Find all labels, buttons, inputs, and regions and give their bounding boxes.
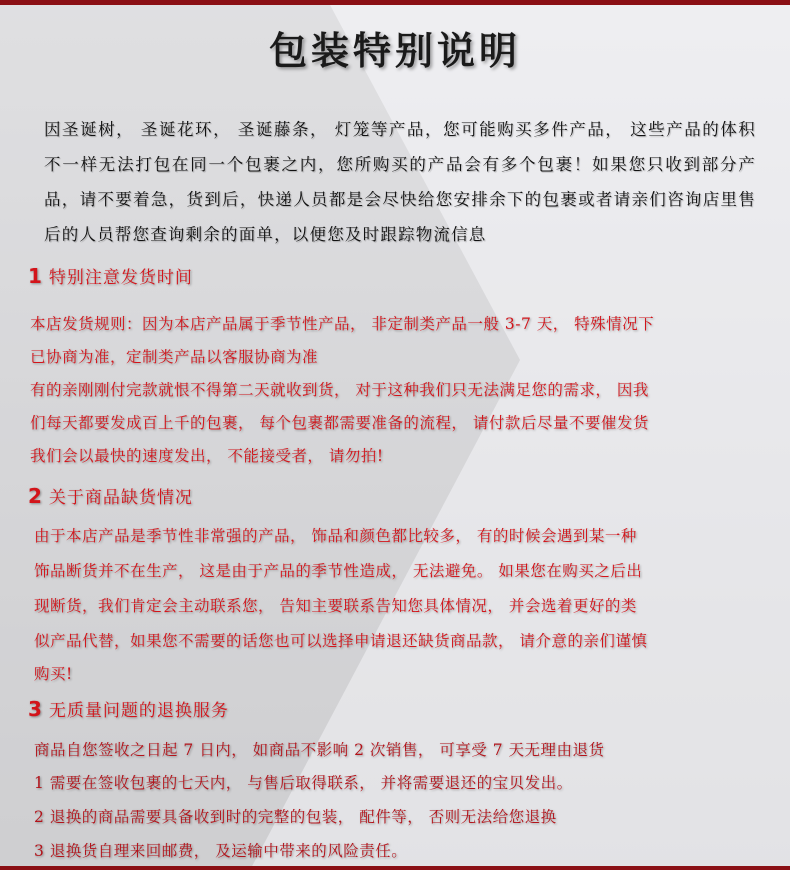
section-3-line: 商品自您签收之日起 7 日内， 如商品不影响 2 次销售， 可享受 7 天无理由退货 xyxy=(34,741,605,759)
section-2-line: 饰品断货并不在生产， 这是由于产品的季节性造成， 无法避免。 如果您在购买之后出 xyxy=(34,562,643,580)
section-1-line: 我们会以最快的速度发出， 不能接受者， 请勿拍! xyxy=(30,447,384,465)
bottom-red-bar xyxy=(0,866,790,870)
section-3-line: 2 退换的商品需要具备收到时的完整的包装， 配件等， 否则无法给您退换 xyxy=(34,808,557,826)
section-2-heading xyxy=(28,483,193,508)
section-2-line: 购买! xyxy=(34,665,73,683)
section-1-line: 已协商为准，定制类产品以客服协商为准 xyxy=(30,348,319,366)
section-2-line: 现断货，我们肯定会主动联系您， 告知主要联系告知您具体情况， 并会选着更好的类 xyxy=(34,597,637,615)
section-3-line: 1 需要在签收包裹的七天内， 与售后取得联系， 并将需要退还的宝贝发出。 xyxy=(34,774,573,792)
section-1-line: 有的亲刚刚付完款就恨不得第二天就收到货， 对于这种我们只无法满足您的需求， 因我 xyxy=(30,381,649,399)
section-3-line: 3 退换货自理来回邮费， 及运输中带来的风险责任。 xyxy=(34,842,408,860)
page-title: 包装特别说明 xyxy=(268,29,521,73)
section-heading-text: 特别注意发货时间 xyxy=(48,268,193,288)
section-3-heading xyxy=(28,696,229,721)
section-heading-text: 无质量问题的退换服务 xyxy=(48,701,229,721)
section-number: 1 xyxy=(28,264,43,288)
section-1-line: 本店发货规则：因为本店产品属于季节性产品， 非定制类产品一般 3-7 天， 特殊情况下 xyxy=(30,315,655,333)
section-number: 3 xyxy=(28,697,43,721)
intro-paragraph: 因圣诞树， 圣诞花环， 圣诞藤条， 灯笼等产品，您可能购买多件产品， 这些产品的体积不一样无法打包在同一个包裹之内，您所购买的产品会有多个包裹！如果您只收到部分产品，请不要着急，货到后，快递人员都是会尽快给您安排余下的包裹或者请亲们咨询店里售后的人员帮您查询剩余的面单，以便您及时跟踪物流信息 xyxy=(44,120,756,244)
section-number: 2 xyxy=(28,484,43,508)
section-heading-text: 关于商品缺货情况 xyxy=(48,488,193,508)
section-2-line: 由于本店产品是季节性非常强的产品， 饰品和颜色都比较多， 有的时候会遇到某一种 xyxy=(34,527,637,545)
section-1-heading xyxy=(28,263,193,288)
section-1-line: 们每天都要发成百上千的包裹， 每个包裹都需要准备的流程， 请付款后尽量不要催发货 xyxy=(30,414,649,432)
section-2-line: 似产品代替，如果您不需要的话您也可以选择申请退还缺货商品款， 请介意的亲们谨慎 xyxy=(34,632,648,650)
top-red-bar xyxy=(0,0,790,5)
